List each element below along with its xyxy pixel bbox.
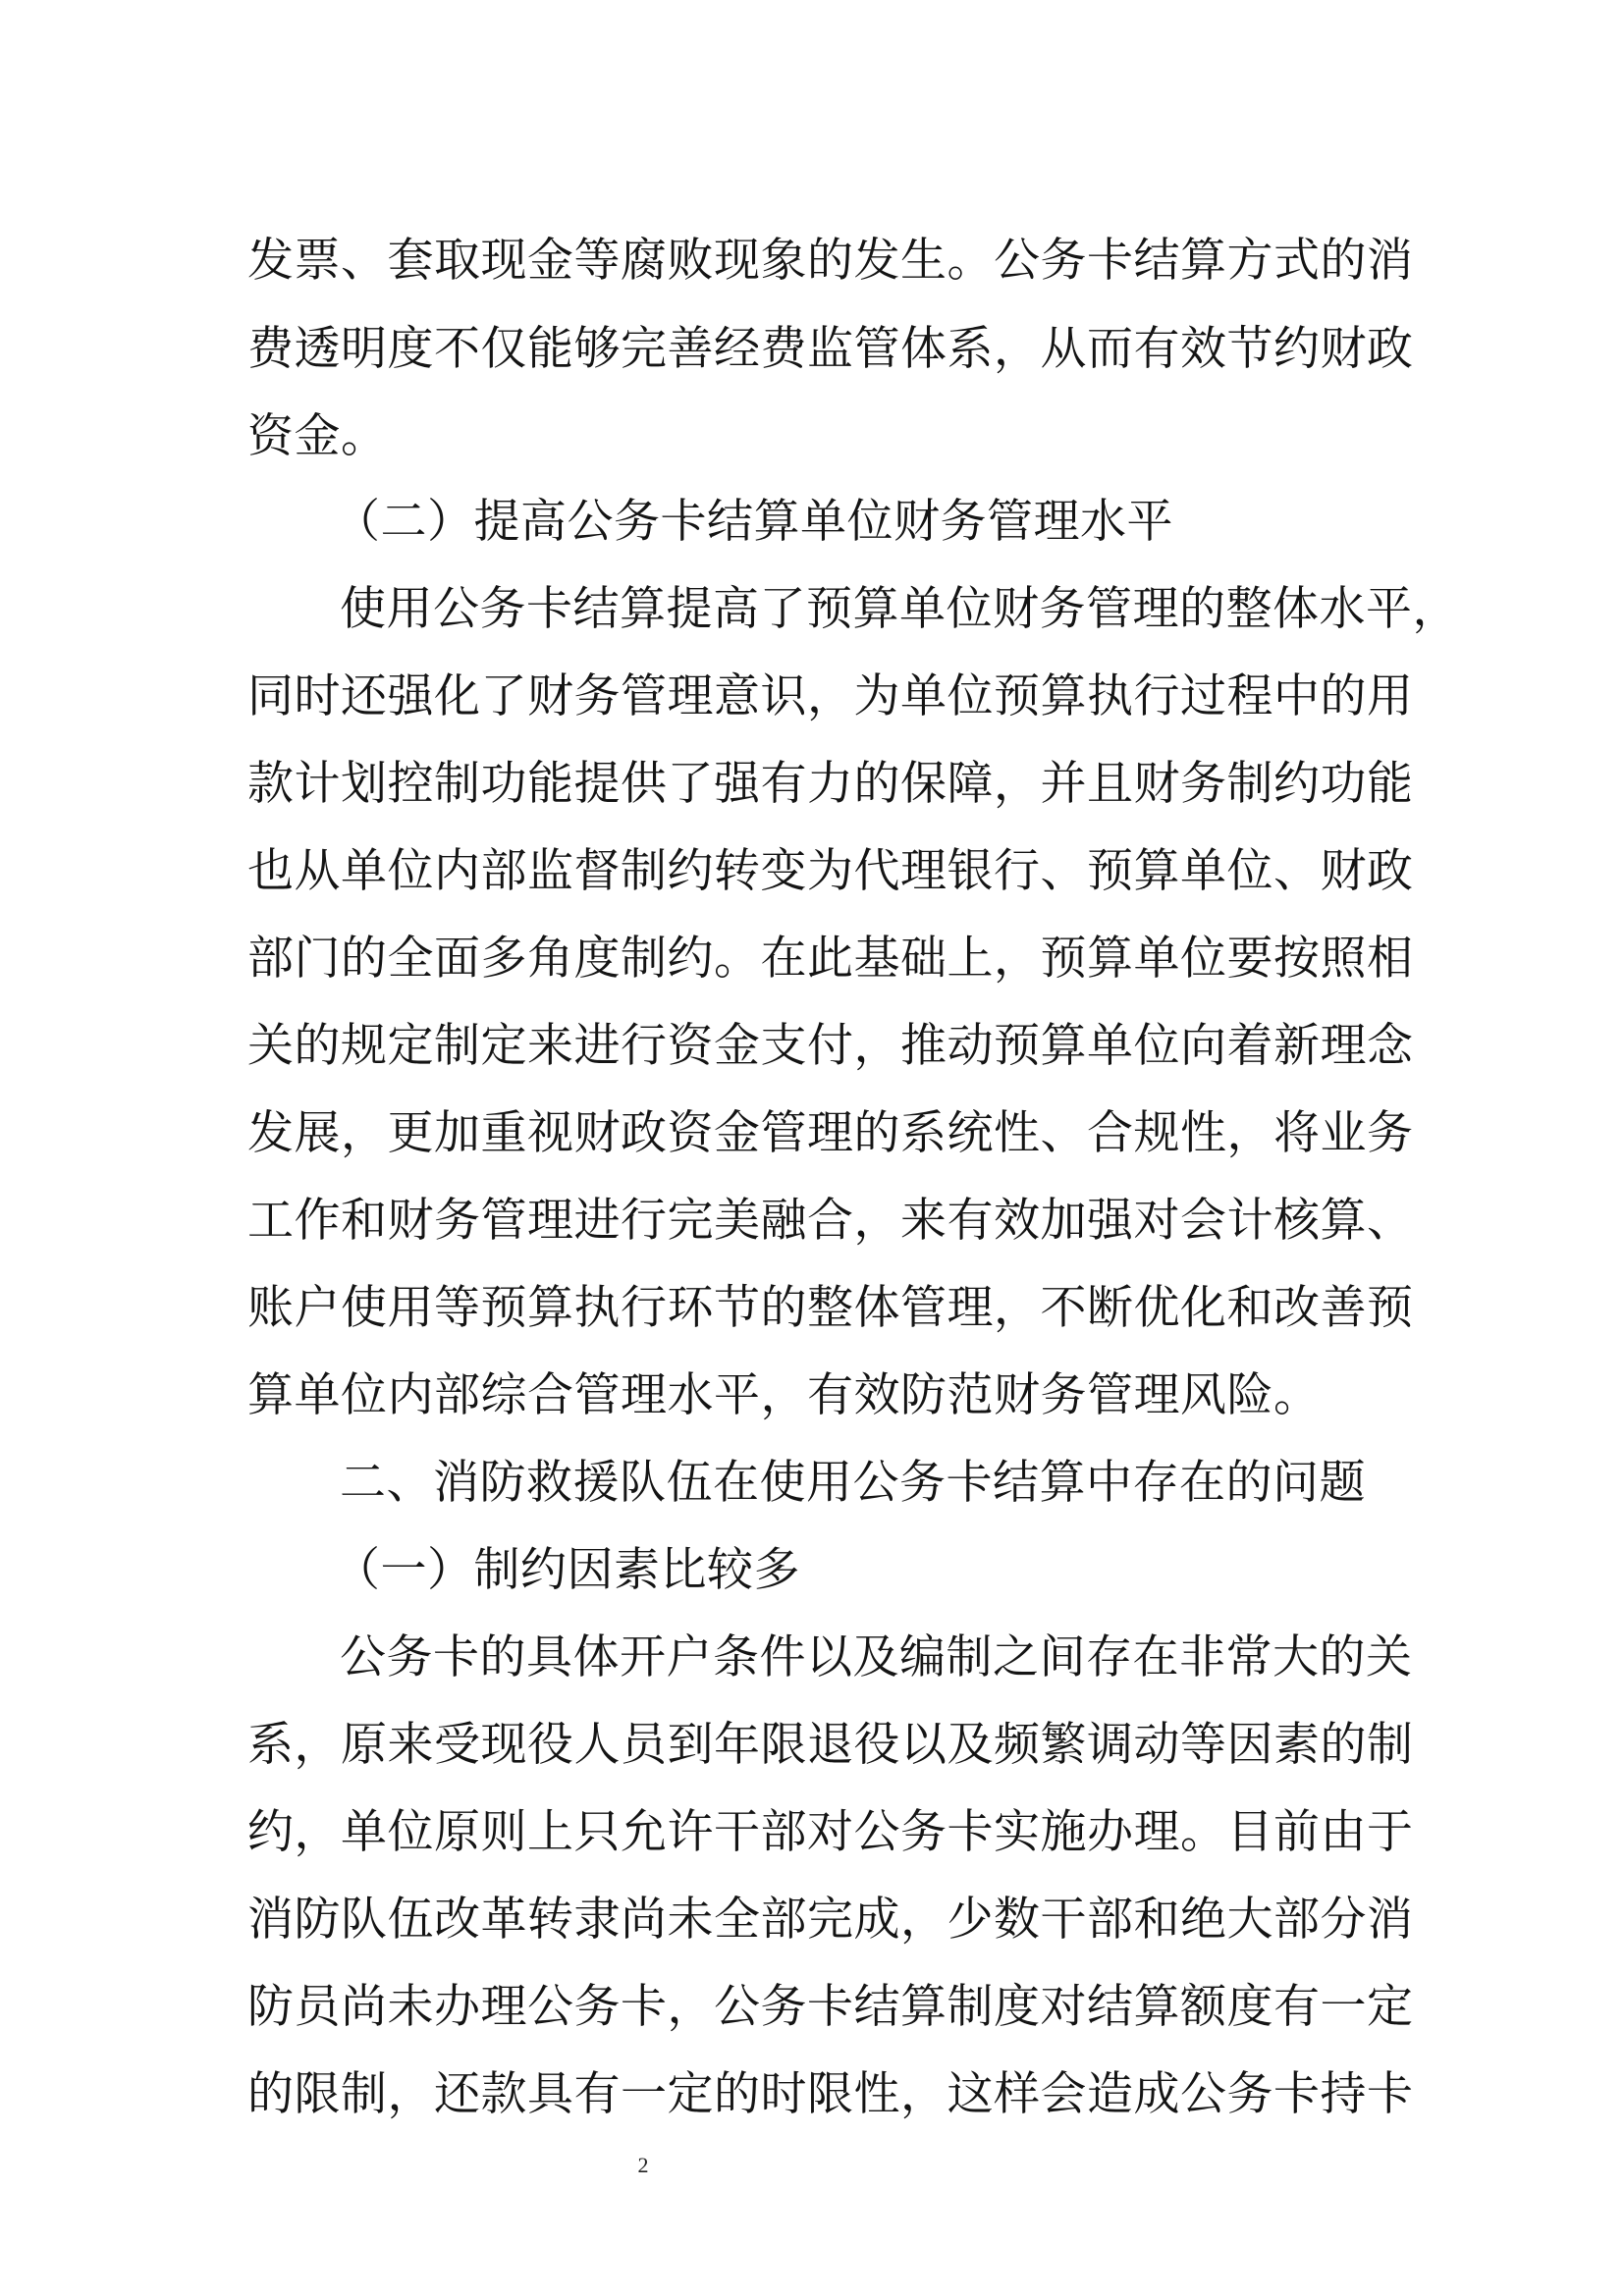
paragraph-line: 部门的全面多角度制约。在此基础上，预算单位要按照相 xyxy=(247,932,1414,986)
paragraph-line: 消防队伍改革转隶尚未全部完成，少数干部和绝大部分消 xyxy=(247,1893,1414,1947)
paragraph-line: 使用公务卡结算提高了预算单位财务管理的整体水平， xyxy=(340,582,1459,636)
paragraph-line: 的限制，还款具有一定的时限性，这样会造成公务卡持卡 xyxy=(247,2067,1414,2121)
page-number: 2 xyxy=(637,2153,649,2177)
paragraph-line: 发票、套取现金等腐败现象的发生。公务卡结算方式的消 xyxy=(247,234,1414,288)
section-heading: （一）制约因素比较多 xyxy=(334,1543,800,1597)
paragraph-line: 账户使用等预算执行环节的整体管理，不断优化和改善预 xyxy=(247,1281,1414,1335)
paragraph-line: 防员尚未办理公务卡，公务卡结算制度对结算额度有一定 xyxy=(247,1980,1414,2034)
paragraph-line: 系，原来受现役人员到年限退役以及频繁调动等因素的制 xyxy=(247,1718,1414,1772)
paragraph-line: 款计划控制功能提供了强有力的保障，并且财务制约功能 xyxy=(247,757,1414,811)
paragraph-line: 发展，更加重视财政资金管理的系统性、合规性，将业务 xyxy=(247,1106,1414,1160)
paragraph-line: 也从单位内部监督制约转变为代理银行、预算单位、财政 xyxy=(247,844,1414,898)
section-heading: （二）提高公务卡结算单位财务管理水平 xyxy=(334,495,1173,549)
paragraph-line: 工作和财务管理进行完美融合，来有效加强对会计核算、 xyxy=(247,1194,1414,1248)
chapter-heading: 二、消防救援队伍在使用公务卡结算中存在的问题 xyxy=(340,1456,1366,1510)
paragraph-line: 资金。 xyxy=(247,409,388,463)
paragraph-line: 约，单位原则上只允许干部对公务卡实施办理。目前由于 xyxy=(247,1805,1414,1859)
paragraph-line: 同时还强化了财务管理意识，为单位预算执行过程中的用 xyxy=(247,669,1414,723)
paragraph-line: 关的规定制定来进行资金支付，推动预算单位向着新理念 xyxy=(247,1019,1414,1073)
paragraph-line: 算单位内部综合管理水平，有效防范财务管理风险。 xyxy=(247,1368,1321,1422)
paragraph-line: 公务卡的具体开户条件以及编制之间存在非常大的关 xyxy=(340,1630,1413,1684)
paragraph-line: 费透明度不仅能够完善经费监管体系，从而有效节约财政 xyxy=(247,322,1414,376)
